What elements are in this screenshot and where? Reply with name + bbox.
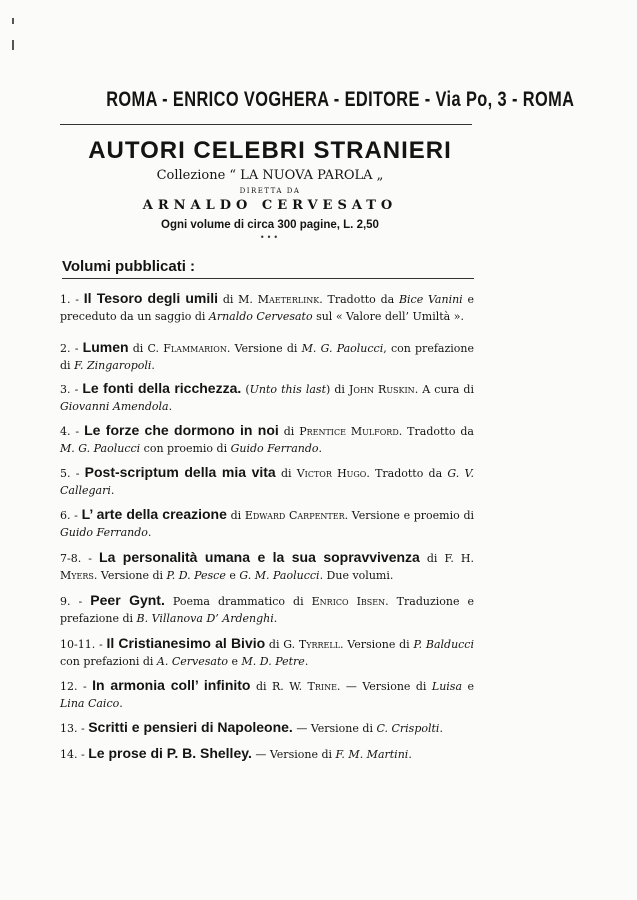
volume-number: 3. - xyxy=(60,383,79,396)
volume-text: di M. xyxy=(218,293,258,306)
volume-text: . xyxy=(147,526,152,539)
volume-text: con prefazioni di xyxy=(60,655,157,668)
volume-text: e xyxy=(228,655,242,668)
volume-item xyxy=(60,745,474,763)
volume-text: . Versione e proemio di xyxy=(344,509,474,522)
translator-name: Giovanni Amendola xyxy=(60,400,169,413)
volume-text: . xyxy=(439,722,443,735)
volume-text: . xyxy=(151,359,155,372)
author-name: Maeterlink xyxy=(257,293,320,306)
volume-number: 13. - xyxy=(60,722,85,735)
volume-number: 2. - xyxy=(60,342,79,355)
translator-name: M. G. Paolucci xyxy=(60,442,141,455)
translator-name: P. D. Pesce xyxy=(166,569,226,582)
volume-text: . Tradotto da xyxy=(319,293,399,306)
author-name: Myers xyxy=(60,569,94,582)
volume-text: . xyxy=(110,484,115,497)
volume-number: 14. - xyxy=(60,748,85,761)
contributor-name: Arnaldo Cervesato xyxy=(208,310,313,323)
volume-text: . xyxy=(168,400,173,413)
directed-by-label: DIRETTA DA xyxy=(239,187,301,195)
volume-title: Peer Gynt. xyxy=(90,592,165,608)
volume-item xyxy=(60,719,474,737)
volume-number: 7-8. - xyxy=(60,552,92,565)
volume-text: e xyxy=(225,569,240,582)
volume-item xyxy=(60,422,474,457)
volume-title: Il Cristianesimo al Bivio xyxy=(106,635,266,651)
volume-text: . Tradotto da xyxy=(366,467,448,480)
volume-text: — Versione di xyxy=(292,722,377,735)
volume-text: . xyxy=(408,748,412,761)
volume-text: di xyxy=(226,509,245,522)
volume-text: ( xyxy=(241,383,250,396)
volume-number: 4. - xyxy=(60,425,80,438)
volume-text: . A cura di xyxy=(414,383,474,396)
translator-name: Lina Caico xyxy=(60,697,120,710)
volume-text: sul « Valore dell’ Umiltà ». xyxy=(312,310,464,323)
volume-text: ) di xyxy=(326,383,350,396)
volume-text: di G. xyxy=(265,638,299,651)
volume-text: . Tradotto da xyxy=(398,425,474,438)
author-name: Victor Hugo xyxy=(296,467,367,480)
author-name: John Ruskin xyxy=(349,383,415,396)
author-name: Enrico Ibsen xyxy=(311,595,386,608)
volume-text: Poema drammatico di xyxy=(164,595,312,608)
volume-text: . Versione di xyxy=(93,569,167,582)
contributor-name: Guido Ferrando xyxy=(230,442,319,455)
volume-text: di xyxy=(275,467,297,480)
volume-number: 9. - xyxy=(60,595,83,608)
translator-name: C. Crispolti xyxy=(376,722,440,735)
translator-name: G. V. Callegari xyxy=(60,467,474,497)
volume-title: Le prose di P. B. Shelley. xyxy=(88,745,252,761)
volume-number: 6. - xyxy=(60,509,78,522)
header-rule xyxy=(60,124,472,125)
translator-name: Luisa xyxy=(431,680,463,693)
collection-line: Collezione “ LA NUOVA PAROLA „ xyxy=(156,168,384,183)
translator-name: F. M. Martini xyxy=(335,748,409,761)
volume-number: 12. - xyxy=(60,680,87,693)
volume-text: e xyxy=(462,680,474,693)
volume-text: . Due volumi. xyxy=(319,569,394,582)
author-name: Tyrrell xyxy=(298,638,341,651)
volume-title: Le fonti della ricchezza. xyxy=(82,380,242,396)
original-title: Unto this last xyxy=(249,383,326,396)
publisher-line: ROMA - ENRICO VOGHERA - EDITORE - Via Po, 3 - ROMA xyxy=(106,88,575,111)
volume-text: . Versione di xyxy=(340,638,414,651)
translator-name: B. Villanova D’ Ardenghi xyxy=(136,612,274,625)
volume-number: 1. - xyxy=(60,293,79,306)
volume-text: . xyxy=(119,697,123,710)
volume-info: Ogni volume di circa 300 pagine, L. 2,50 xyxy=(161,219,379,231)
volume-item xyxy=(60,549,474,584)
volume-item xyxy=(60,380,474,415)
volume-text: . xyxy=(273,612,278,625)
translator-name: G. M. Paolucci xyxy=(239,569,320,582)
translator-name: P. Balducci xyxy=(413,638,474,651)
author-name: Trine xyxy=(307,680,337,693)
translator-name: Bice Vanini xyxy=(398,293,463,306)
volume-number: 10-11. - xyxy=(60,638,103,651)
scan-margin-mark xyxy=(12,40,14,50)
volume-number: 5. - xyxy=(60,467,80,480)
volume-text: . — Versione di xyxy=(336,680,432,693)
translator-name: Guido Ferrando xyxy=(60,526,148,539)
volume-title: Scritti e pensieri di Napoleone. xyxy=(88,719,293,735)
section-rule xyxy=(62,278,474,279)
volume-text: , con prefazione di xyxy=(60,342,474,372)
volume-item xyxy=(60,339,474,374)
contributor-name: F. Zingaropoli xyxy=(74,359,152,372)
editor-name: ARNALDO CERVESATO xyxy=(142,198,398,213)
ornament: ••• xyxy=(259,233,281,242)
volume-item xyxy=(60,506,474,541)
volume-text: . Traduzione e prefazione di xyxy=(60,595,475,625)
volume-title: L’ arte della creazione xyxy=(81,506,227,522)
volume-title: La personalità umana e la sua sopravvivenza xyxy=(99,549,420,565)
scan-margin-mark xyxy=(12,18,14,24)
volume-text: di R. W. xyxy=(250,680,308,693)
author-name: Edward Carpenter xyxy=(244,509,345,522)
volume-text: di C. xyxy=(128,342,164,355)
volume-list xyxy=(60,290,474,763)
volume-text: . Versione di xyxy=(226,342,302,355)
section-title: Volumi pubblicati : xyxy=(62,258,196,275)
volume-title: Le forze che dormono in noi xyxy=(84,422,279,438)
volume-title: Il Tesoro degli umili xyxy=(83,290,219,306)
volume-title: Lumen xyxy=(82,339,129,355)
volume-text: — Versione di xyxy=(251,748,336,761)
volume-item xyxy=(60,592,474,627)
volume-text: e preceduto da un saggio di xyxy=(60,293,474,323)
volume-title: In armonia coll’ infinito xyxy=(92,677,251,693)
volume-text: con proemio di xyxy=(140,442,231,455)
volume-text: di xyxy=(278,425,300,438)
contributor-name: A. Cervesato xyxy=(156,655,228,668)
volume-item xyxy=(60,290,474,325)
volume-text: . xyxy=(304,655,309,668)
author-name: Prentice Mulford xyxy=(299,425,399,438)
contributor-name: M. D. Petre xyxy=(241,655,305,668)
volume-item xyxy=(60,677,474,712)
volume-text: di F. H. xyxy=(419,552,474,565)
volume-title: Post-scriptum della mia vita xyxy=(84,464,276,480)
translator-name: M. G. Paolucci xyxy=(301,342,384,355)
volume-text: . xyxy=(318,442,323,455)
volume-item xyxy=(60,635,474,670)
volume-item xyxy=(60,464,474,499)
author-name: Flammarion xyxy=(163,342,227,355)
series-title: AUTORI CELEBRI STRANIERI xyxy=(88,137,452,164)
